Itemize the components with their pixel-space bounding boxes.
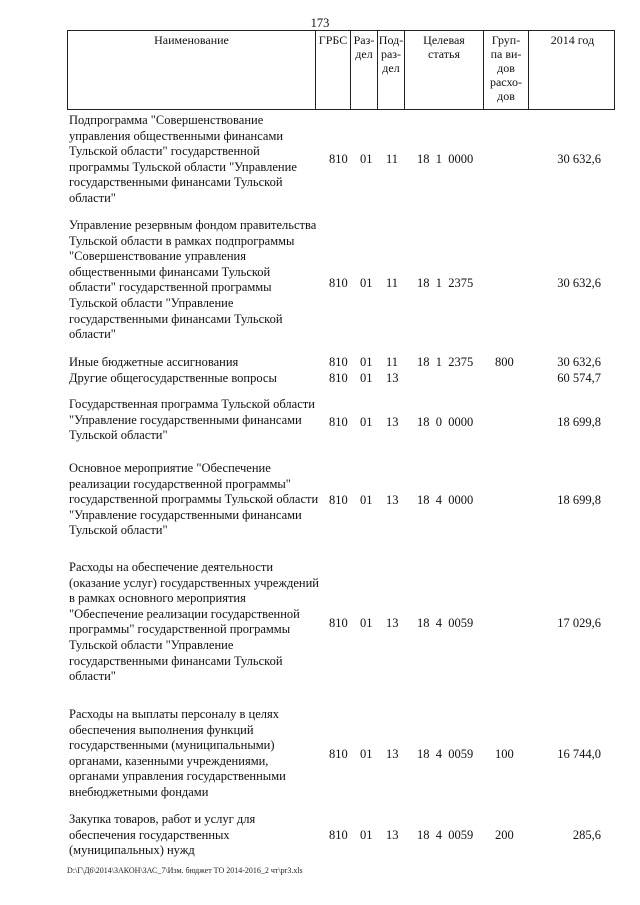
row-gruppa: 800 [495, 355, 514, 369]
header-celevaya: Целевая статья [405, 31, 484, 109]
row-name: Расходы на выплаты персоналу в целях обеспечения выполнения функций государственными (муниципальными) органами, казенными учреждениями, органами управления государственными внебюджетными фондами [69, 707, 286, 799]
row-celevaya: 18 1 0000 [417, 152, 474, 166]
row-grbs: 810 [329, 747, 348, 761]
row-podrazdel: 11 [386, 152, 399, 166]
row-podrazdel: 13 [386, 747, 399, 761]
row-razdel: 01 [360, 493, 373, 507]
row-gruppa: 200 [495, 828, 514, 842]
row-razdel: 01 [360, 747, 373, 761]
row-grbs: 810 [329, 415, 348, 429]
row-name: Подпрограмма "Совершенствование управления общественными финансами Тульской области" государственной программы Тульской области "Управление государственными финансами Тульской области" [69, 113, 297, 205]
row-celevaya: 18 4 0000 [417, 493, 474, 507]
row-name: Основное мероприятие "Обеспечение реализации государственной программы" государственной программы Тульской области "Управление государственными финансами Тульской области" [69, 461, 319, 538]
row-razdel: 01 [360, 152, 373, 166]
row-podrazdel: 13 [386, 828, 399, 842]
row-razdel: 01 [360, 415, 373, 429]
header-gruppa: Груп- па ви- дов расхо- дов [484, 31, 529, 109]
row-razdel: 01 [360, 616, 373, 630]
file-path-footer: D:\Г\Д6\2014\ЗАКОН\ЗАС_7\Изм. бюджет ТО 2014-2016_2 чт\pr3.xls [67, 866, 303, 875]
row-podrazdel: 11 [386, 276, 399, 290]
row-podrazdel: 11 [386, 355, 399, 369]
row-name: Управление резервным фондом правительства Тульской области в рамках подпрограммы "Совершенствование управления общественными финансами Тульской области" государственной программы Тульской области "Управление государственными финансами Тульской области" [69, 218, 317, 342]
row-sum: 285,6 [572, 828, 601, 842]
header-grbs: ГРБС [316, 31, 351, 109]
row-name: Расходы на обеспечение деятельности (оказание услуг) государственных учреждений в рамках основного мероприятия "Обеспечение реализации государственной программы" государственной программы Тульской области "Управление государственными финансами Тульской области" [69, 560, 319, 684]
row-celevaya: 18 0 0000 [417, 415, 474, 429]
table-header [67, 30, 615, 110]
row-name: Другие общегосударственные вопросы [69, 371, 277, 385]
header-podrazdel: Под- раз- дел [378, 31, 405, 109]
header-razdel: Раз- дел [351, 31, 378, 109]
row-podrazdel: 13 [386, 493, 399, 507]
row-grbs: 810 [329, 152, 348, 166]
row-name: Государственная программа Тульской области "Управление государственными финансами Тульской области" [69, 397, 315, 443]
row-grbs: 810 [329, 355, 348, 369]
row-name: Закупка товаров, работ и услуг для обеспечения государственных (муниципальных) нужд [69, 812, 256, 858]
row-podrazdel: 13 [386, 616, 399, 630]
row-gruppa: 100 [495, 747, 514, 761]
row-razdel: 01 [360, 371, 373, 385]
row-razdel: 01 [360, 276, 373, 290]
row-celevaya: 18 1 2375 [417, 276, 474, 290]
row-name: Иные бюджетные ассигнования [69, 355, 239, 369]
row-celevaya: 18 4 0059 [417, 616, 474, 630]
row-celevaya: 18 4 0059 [417, 747, 474, 761]
row-sum: 17 029,6 [557, 616, 601, 630]
row-sum: 18 699,8 [557, 415, 601, 429]
page-number: 173 [310, 16, 330, 30]
header-name: Наименование [68, 31, 316, 109]
row-podrazdel: 13 [386, 371, 399, 385]
row-sum: 16 744,0 [557, 747, 601, 761]
row-sum: 18 699,8 [557, 493, 601, 507]
row-grbs: 810 [329, 493, 348, 507]
row-podrazdel: 13 [386, 415, 399, 429]
header-year: 2014 год [550, 33, 595, 47]
row-grbs: 810 [329, 616, 348, 630]
row-razdel: 01 [360, 355, 373, 369]
row-celevaya: 18 4 0059 [417, 828, 474, 842]
row-sum: 30 632,6 [557, 152, 601, 166]
row-sum: 30 632,6 [557, 276, 601, 290]
row-razdel: 01 [360, 828, 373, 842]
row-celevaya: 18 1 2375 [417, 355, 474, 369]
row-sum: 30 632,6 [557, 355, 601, 369]
row-grbs: 810 [329, 828, 348, 842]
row-grbs: 810 [329, 276, 348, 290]
row-sum: 60 574,7 [557, 371, 601, 385]
row-grbs: 810 [329, 371, 348, 385]
